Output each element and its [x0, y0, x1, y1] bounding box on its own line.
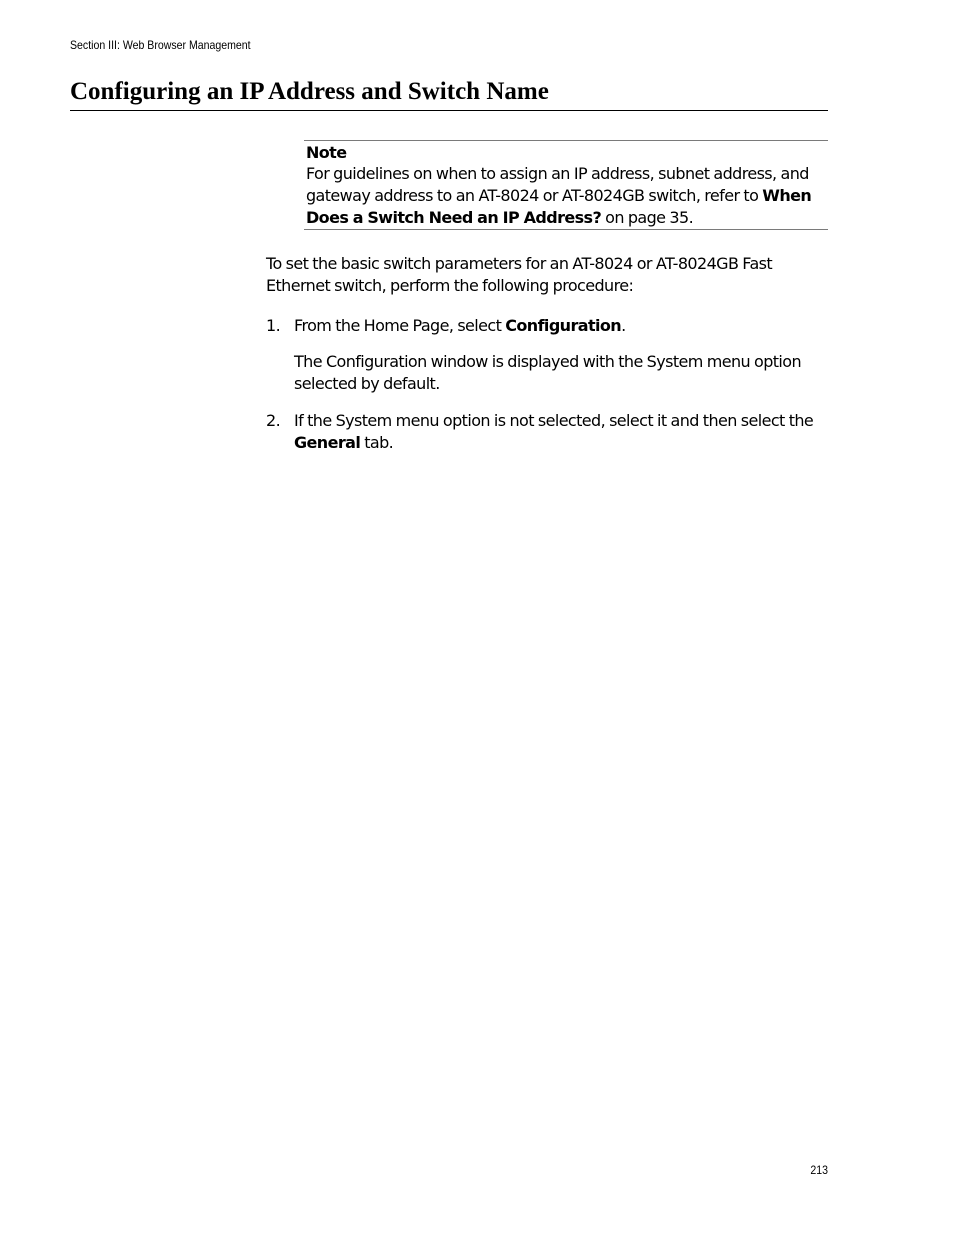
step-bold-term: General [294, 433, 361, 452]
running-header: Section III: Web Browser Management [70, 38, 251, 52]
step-text [294, 315, 830, 337]
note-box [304, 140, 828, 230]
step-text-2: tab. [360, 433, 394, 452]
step-text-1: From the Home Page, select [294, 316, 506, 335]
intro-paragraph: To set the basic switch parameters for an AT-8024 or AT-8024GB Fast Ethernet switch, perform the following procedure: [266, 254, 773, 295]
page-title: Configuring an IP Address and Switch Name [70, 78, 549, 105]
step-text-1: If the System menu option is not selected, select it and then select the [294, 411, 814, 430]
step-number: 2. [266, 411, 281, 430]
note-text-2: on page 35. [601, 208, 694, 227]
step-text [294, 410, 830, 454]
title-underline [70, 110, 828, 111]
step-1-result: The Configuration window is displayed with the System menu option selected by default. [294, 352, 802, 393]
note-body [306, 163, 830, 229]
page-number: 213 [810, 1163, 829, 1177]
step-text-2: . [621, 316, 626, 335]
step-bold-term: Configuration [505, 316, 622, 335]
step-number: 1. [266, 316, 281, 335]
note-text-1: For guidelines on when to assign an IP address, subnet address, and gateway address to an AT-8024 or AT-8024GB switch, refer to [306, 164, 809, 205]
note-label: Note [306, 143, 347, 162]
note-reference: When Does a Switch Need an IP Address? [306, 186, 812, 227]
